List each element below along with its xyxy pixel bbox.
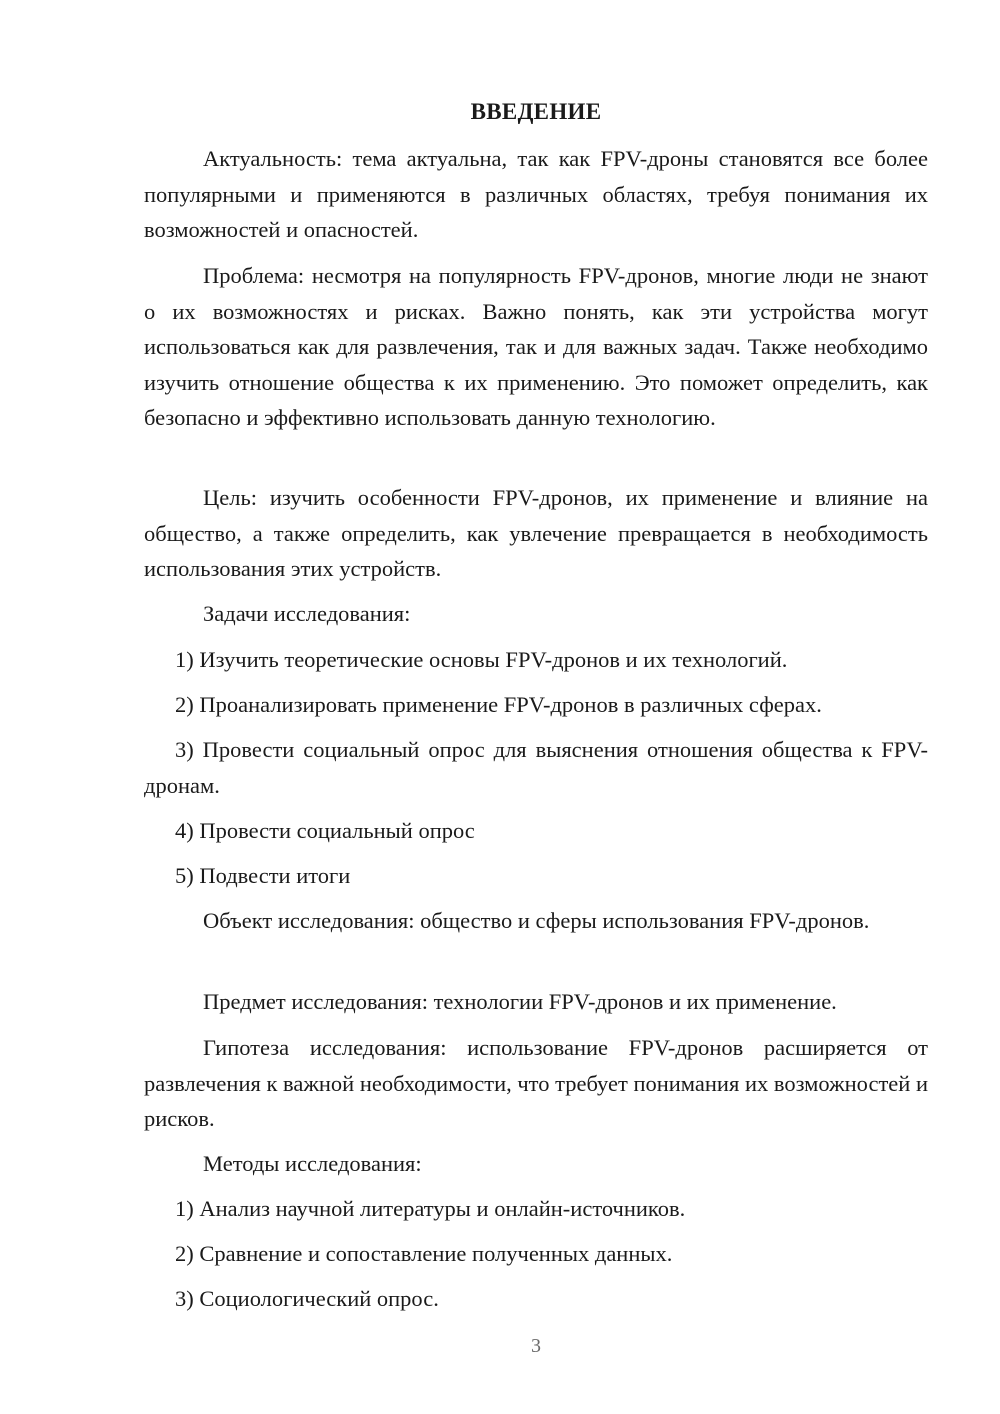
document-page bbox=[144, 0, 928, 1414]
paragraph-goal: Цель: изучить особенности FPV-дронов, их применение и влияние на общество, а также определить, как увлечение превращается в необходимость использования этих устройств. bbox=[144, 485, 928, 581]
paragraph-tasks-heading: Задачи исследования: bbox=[203, 601, 411, 626]
task-item-4: 4) Провести социальный опрос bbox=[175, 818, 475, 843]
task-item-3: 3) Провести социальный опрос для выяснения отношения общества к FPV-дронам. bbox=[144, 737, 928, 798]
task-item-5: 5) Подвести итоги bbox=[175, 863, 351, 888]
method-item-2: 2) Сравнение и сопоставление полученных данных. bbox=[175, 1241, 673, 1266]
method-item-1: 1) Анализ научной литературы и онлайн-источников. bbox=[175, 1196, 686, 1221]
document-heading: ВВЕДЕНИЕ bbox=[470, 99, 602, 124]
paragraph-methods-heading: Методы исследования: bbox=[203, 1151, 422, 1176]
paragraph-subject: Предмет исследования: технологии FPV-дронов и их применение. bbox=[203, 989, 837, 1014]
task-item-2: 2) Проанализировать применение FPV-дронов в различных сферах. bbox=[175, 692, 822, 717]
paragraph-object: Объект исследования: общество и сферы использования FPV-дронов. bbox=[203, 908, 870, 933]
paragraph-hypothesis: Гипотеза исследования: использование FPV-дронов расширяется от развлечения к важной необходимости, что требует понимания их возможностей и рисков. bbox=[144, 1035, 928, 1131]
paragraph-problem: Проблема: несмотря на популярность FPV-дронов, многие люди не знают о их возможностях и рисках. Важно понять, как эти устройства могут использоваться как для развлечения, так и для важных задач. Также необходимо изучить отношение общества к их применению. Это поможет определить, как безопасно и эффективно использовать данную технологию. bbox=[144, 263, 928, 430]
page-number: 3 bbox=[531, 1335, 541, 1357]
method-item-3: 3) Социологический опрос. bbox=[175, 1286, 439, 1311]
task-item-1: 1) Изучить теоретические основы FPV-дронов и их технологий. bbox=[175, 647, 788, 672]
paragraph-relevance: Актуальность: тема актуальна, так как FPV-дроны становятся все более популярными и применяются в различных областях, требуя понимания их возможностей и опасностей. bbox=[144, 146, 928, 242]
